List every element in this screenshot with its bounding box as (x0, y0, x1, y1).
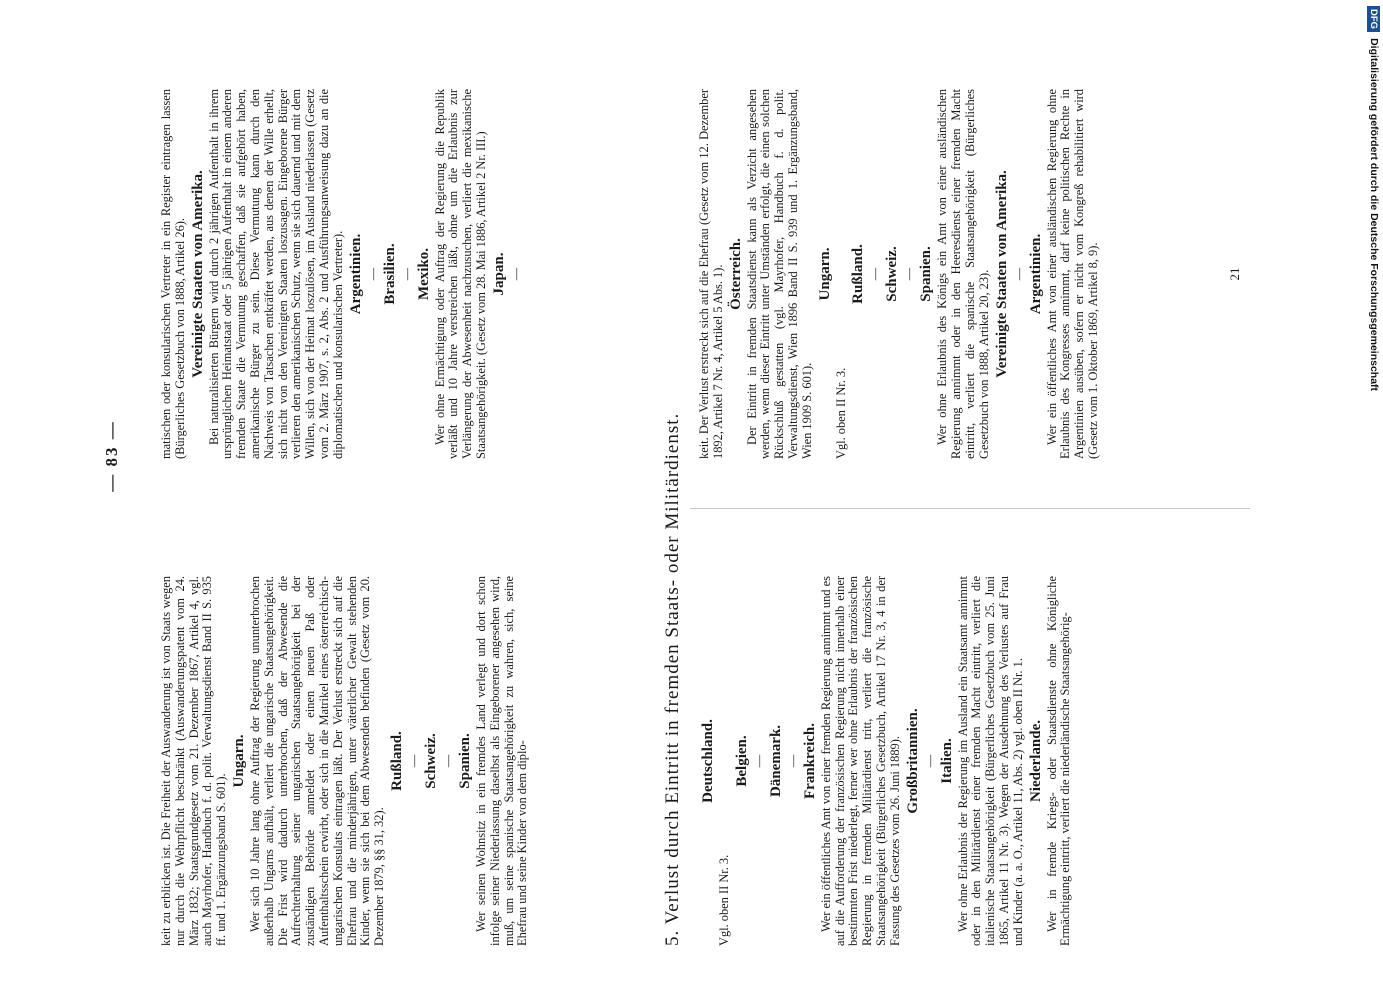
section-title: Großbritannien. (904, 708, 921, 814)
section-title: Ungarn. (230, 734, 247, 788)
section-title: Italien. (938, 738, 955, 784)
left-column-lower (698, 576, 1073, 946)
section-title: Mexiko. (415, 247, 432, 301)
paragraph: Wer ohne Erlaubnis der Regierung im Ausland ein Staatsamt annimmt oder in den Militärdienst einer fremden Macht eintritt, verliert die italienische Staatsangehörigkeit (Bürgerliches Gesetzbuch vom 25. Juni 1865, Artikel 11 Nr. 3). Wegen der Ausdehnung des Verlustes auf Frau und Kinder (a. a. O., Artikel 11, Abs. 2) vgl. oben II Nr. 1. (955, 576, 1025, 946)
right-column-lower (698, 89, 1101, 459)
paragraph: Vgl. oben II Nr. 3. (717, 854, 731, 946)
rotated-page-content (102, 86, 1250, 946)
page-number: — 83 — (102, 420, 121, 492)
paragraph: Wer seinen Wohnsitz in ein fremdes Land verlegt und dort schon infolge seiner Niederlassung daselbst als Eingeborener angesehen wird, muß, um seine spanische Staatsangehörigkeit zu wahren, sich, seine Ehefrau und seine Kinder von dem diplo- (473, 576, 530, 946)
dfg-logo: DFG (1367, 6, 1380, 32)
section-title: Spanien. (456, 733, 473, 789)
paragraph: Der Eintritt in fremden Staatsdienst kann als Verzicht angesehen werden, wenn dieser Eintritt unter Umständen erfolgt, die einen solchen Rückschluß gestatten (vgl. Mayrhofer, Handbuch f. d. polit. Verwaltungsdienst, Wien 1896 Band II S. 939 und 1. Ergänzungsband, Wien 1909 S. 601). (744, 89, 814, 459)
empty-entry-dash: — (365, 267, 380, 281)
section-title: Niederlande. (1027, 719, 1044, 803)
paragraph: Wer ohne Erlaubnis des Königs ein Amt von einer ausländischen Regierung annimmt oder in den Heeresdienst einer fremden Macht eintritt, verliert die spanische Staatsangehörigkeit (Bürgerliches Gesetzbuch von 1888, Artikel 20, 23). (935, 89, 991, 459)
signature-mark: 21 (1227, 267, 1242, 281)
section-title: Japan. (490, 252, 507, 296)
empty-entry-dash: — (922, 754, 937, 768)
section-title: Argentinien. (347, 233, 364, 315)
empty-entry-dash: — (1011, 267, 1026, 281)
section-title: Deutschland. (700, 719, 716, 803)
paragraph: keit zu erblicken ist. Die Freiheit der Auswanderung ist von Staats wegen nur durch die Wehrpflicht beschränkt (Auswanderungspatent vom 24. März 1832; Staatsgrundgesetz vom 21. Dezember 1867, Artikel 4, vgl. auch Mayrhofer, Handbuch f. d. polit. Verwaltungsdienst Band II S. 935 ff. und 1. Ergänzungsband S. 601). (159, 576, 229, 946)
section-title: Brasilien. (381, 243, 398, 305)
column-divider (690, 508, 1250, 509)
empty-entry-dash: — (399, 267, 414, 281)
section-heading: 5. Verlust durch Eintritt in fremden Staats- oder Militärdienst. (662, 412, 683, 946)
funding-credit-text: Digitalisierung gefördert durch die Deutsche Forschungsgemeinschaft (1368, 38, 1380, 392)
section-title: Rußland. (388, 731, 405, 791)
paragraph: matischen oder konsularischen Vertreter in ein Register eintragen lassen (Bürgerliches Gesetzbuch von 1888, Artikel 26). (159, 89, 187, 459)
empty-entry-dash: — (508, 267, 523, 281)
section-title: Schweiz. (884, 246, 901, 302)
empty-entry-dash: — (406, 754, 421, 768)
right-column-upper (160, 89, 523, 459)
paragraph: Wer ein öffentliches Amt von einer ausländischen Regierung ohne Erlaubnis des Kongresses annimmt, darf keine politischen Rechte in Argentinien ausüben, sofern er nicht vom Kongreß rehabilitiert wird (Gesetz vom 1. Oktober 1869, Artikel 8, 9). (1044, 89, 1100, 459)
section-title: Dänemark. (767, 724, 784, 798)
empty-entry-dash: — (785, 754, 800, 768)
paragraph: Wer ohne Ermächtigung oder Auftrag der Regierung die Republik verläßt und 10 Jahre verstreichen läßt, ohne um die Erlaubnis zur Verlängerung der Abwesenheit nachzusuchen, verliert die mexikanische Staatsangehörigkeit. (Gesetz vom 28. Mai 1886, Artikel 2 Nr. III.) (432, 89, 488, 459)
empty-entry-dash: — (868, 267, 883, 281)
section-title: Frankreich. (801, 723, 818, 799)
paragraph: Wer ein öffentliches Amt von einer fremden Regierung annimmt und es auf die Aufforderung der französischen Regierung nicht innerhalb einer bestimmten Frist niederlegt, ferner wer ohne Erlaubnis der französischen Regierung in fremden Militärdienst tritt, verliert die französische Staatsangehörigkeit (Bürgerliches Gesetzbuch, Artikel 17 Nr. 3, 4 in der Fassung des Gesetzes vom 26. Juni 1889). (818, 576, 902, 946)
paragraph: Bei naturalisierten Bürgern wird durch 2 jährigen Aufenthalt in ihrem ursprünglichen Heimatstaat oder 5 jährigen Aufenthalt in einem anderen fremden Staate die Vermutung geschaffen, daß sie aufgehört haben, amerikanische Bürger zu sein. Diese Vermutung kann durch den Nachweis von Tatsachen entkräftet werden, aus denen der Wille erhellt, sich nicht von den Vereinigten Staaten loszusagen. Eingeborene Bürger verlieren den amerikanischen Schutz, wenn sie sich dauernd und mit dem Willen, sich von der Heimat loszulösen, im Ausland niederlassen (Gesetz vom 2. März 1907, s. 2, Abs. 2 und Ausführungsanweisung dazu an die diplomatischen und konsularischen Vertreter). (206, 89, 345, 459)
section-title: Österreich. (727, 238, 744, 310)
section-title: Vereinigte Staaten von Amerika. (993, 170, 1010, 378)
section-title: Spanien. (918, 246, 935, 302)
empty-entry-dash: — (751, 754, 766, 768)
paragraph: keit. Der Verlust erstreckt sich auf die Ehefrau (Gesetz vom 12. Dezember 1892, Artikel 7 Nr. 4, Artikel 5 Abs. 1). (697, 89, 725, 459)
empty-entry-dash: — (902, 267, 917, 281)
paragraph: Wer in fremde Kriegs- oder Staatsdienste ohne Königliche Ermächtigung eintritt, verliert die niederländische Staatsangehörig- (1044, 576, 1073, 946)
empty-entry-dash: — (440, 754, 455, 768)
section-title: Belgien. (733, 735, 750, 787)
paragraph: Wer sich 10 Jahre lang ohne Auftrag der Regierung ununterbrochen außerhalb Ungarns aufhält, verliert die ungarische Staatsangehörigkeit. Die Frist wird dadurch unterbrochen, daß der Abwesende die Aufrechterhaltung seiner ungarischen Staatsangehörigkeit bei der zuständigen Behörde anmeldet oder einen neuen Paß oder Aufenthaltsschein erwirbt, oder sich in die Matrikel eines österreichisch-ungarischen Konsulats eintragen läßt. Der Verlust erstreckt sich auf die Ehefrau und die minderjährigen, unter väterlicher Gewalt stehenden Kinder, wenn sie sich bei dem Abwesenden befinden (Gesetz vom 20. Dezember 1879, §§ 31, 32). (247, 576, 387, 946)
section-title: Schweiz. (422, 733, 439, 789)
section-title: Rußland. (850, 244, 867, 304)
funding-credit (1367, 6, 1380, 996)
left-column-upper (160, 576, 530, 946)
paragraph: Vgl. oben II Nr. 3. (833, 367, 848, 459)
section-title: Vereinigte Staaten von Amerika. (189, 170, 206, 378)
section-title: Ungarn. (816, 247, 833, 301)
section-title: Argentinien. (1027, 233, 1044, 315)
